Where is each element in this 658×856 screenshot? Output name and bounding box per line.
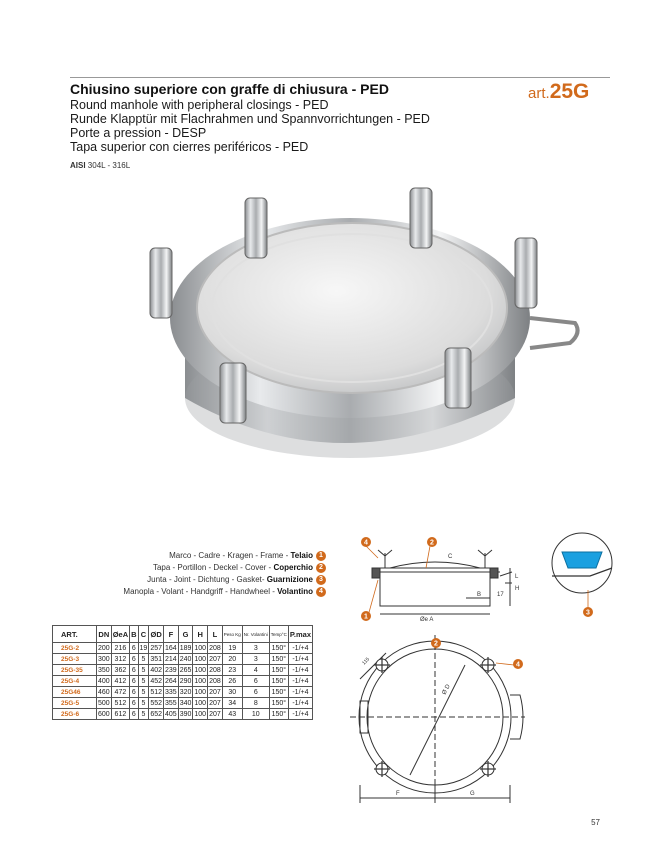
table-cell: 150° (269, 676, 288, 687)
dim-b-label: B (477, 592, 482, 598)
callout-4-top: 4 (516, 661, 520, 669)
table-cell: 164 (165, 644, 177, 652)
callout-4-side: 4 (364, 539, 368, 547)
callout-3-side: 3 (586, 609, 590, 617)
table-cell: 207 (209, 655, 221, 663)
legend-item-frame: Marco - Cadre - Kragen - Frame - Telaio 1 (169, 551, 326, 561)
subtitle-es: Tapa superior con cierres periféricos - PED (70, 140, 309, 154)
col-g: G (178, 626, 193, 643)
spec-table (52, 625, 313, 720)
table-cell: 25G-3 (53, 654, 97, 665)
table-cell: 100 (194, 666, 207, 674)
col-b: B (130, 626, 138, 643)
table-cell: 6 (130, 676, 138, 687)
table-cell: 472 (111, 687, 129, 698)
table-cell: 390 (179, 710, 192, 718)
col-l: L (208, 626, 223, 643)
table-cell: 402 (150, 666, 163, 674)
table-row (53, 687, 313, 698)
table-row (53, 676, 313, 687)
legend-item-cover: Tapa - Portillon - Deckel - Cover - Coperchio 2 (153, 563, 326, 573)
table-cell: 25G-35 (53, 665, 97, 676)
table-cell: 460 (98, 688, 110, 696)
table-cell: 5 (138, 654, 149, 665)
manhole-photo (130, 168, 590, 498)
table-cell: 5 (138, 709, 149, 720)
table-cell: 25G-5 (53, 698, 97, 709)
table-cell: 412 (111, 676, 129, 687)
table-cell: 355 (165, 699, 177, 707)
table-cell: 100 (194, 655, 207, 663)
col-h: H (193, 626, 208, 643)
table-cell: 290 (179, 677, 192, 685)
table-cell: 320 (179, 688, 192, 696)
table-cell: -1/+4 (288, 676, 312, 687)
table-cell: 20 (222, 654, 242, 665)
col-temp: Temp°C (269, 626, 288, 643)
table-cell: 3 (242, 643, 269, 654)
table-cell: -1/+4 (288, 709, 312, 720)
table-cell: 400 (98, 677, 110, 685)
table-cell: 5 (138, 665, 149, 676)
table-cell: 100 (194, 644, 207, 652)
callout-1-side: 1 (364, 613, 368, 621)
table-row (53, 654, 313, 665)
table-cell: 43 (222, 709, 242, 720)
table-cell: 150° (269, 709, 288, 720)
subtitle-en: Round manhole with peripheral closings - PED (70, 98, 329, 112)
table-cell: 600 (98, 710, 110, 718)
table-cell: 200 (98, 644, 110, 652)
table-cell: 405 (165, 710, 177, 718)
table-cell: 500 (98, 699, 110, 707)
dim-h-label: H (515, 586, 520, 592)
table-cell: 208 (209, 666, 221, 674)
table-cell: 6 (130, 654, 138, 665)
table-cell: 612 (111, 709, 129, 720)
table-cell: 240 (179, 655, 192, 663)
table-cell: 335 (165, 688, 177, 696)
table-cell: 23 (222, 665, 242, 676)
legend-item-gasket: Junta - Joint - Dichtung - Gasket- Guarnizione 3 (147, 575, 326, 585)
table-cell: 312 (111, 654, 129, 665)
col-f: F (164, 626, 179, 643)
table-cell: 150° (269, 698, 288, 709)
table-cell: 652 (150, 710, 163, 718)
table-cell: 6 (242, 676, 269, 687)
legend-item-handwheel: Manopla - Volant - Handgriff - Handwheel - Volantino 4 (123, 587, 326, 597)
table-cell: 216 (111, 643, 129, 654)
table-cell: 8 (242, 698, 269, 709)
table-cell: 257 (150, 644, 163, 652)
table-cell: 452 (150, 677, 163, 685)
col-ea: ØeA (111, 626, 129, 643)
table-cell: -1/+4 (288, 698, 312, 709)
table-row (53, 698, 313, 709)
col-handwheels: Nr. Volantini (242, 626, 269, 643)
table-cell: -1/+4 (288, 665, 312, 676)
table-cell: 19 (222, 643, 242, 654)
col-d: ØD (149, 626, 164, 643)
table-cell: 208 (209, 644, 221, 652)
table-cell: 10 (242, 709, 269, 720)
table-row (53, 665, 313, 676)
table-cell: 207 (209, 710, 221, 718)
table-cell: 25G-4 (53, 676, 97, 687)
table-cell: 300 (98, 655, 110, 663)
dim-17-label: 17 (497, 592, 504, 598)
table-row (53, 643, 313, 654)
dim-c-label: C (448, 554, 453, 560)
table-cell: 239 (165, 666, 177, 674)
page-number: 57 (591, 818, 600, 827)
table-cell: 214 (165, 655, 177, 663)
table-cell: 208 (209, 677, 221, 685)
top-rule (70, 77, 610, 78)
table-cell: 350 (98, 666, 110, 674)
table-cell: 6 (130, 709, 138, 720)
table-cell: 100 (194, 688, 207, 696)
table-cell: -1/+4 (288, 687, 312, 698)
table-cell: 150° (269, 687, 288, 698)
subtitle-de: Runde Klapptür mit Flachrahmen und Spannvorrichtungen - PED (70, 112, 430, 126)
table-cell: 25G46 (53, 687, 97, 698)
top-view-drawing (350, 635, 540, 810)
table-cell: 100 (194, 710, 207, 718)
table-cell: 6 (130, 687, 138, 698)
col-weight: Peso Kg (222, 626, 242, 643)
dim-115-label: 115 (361, 656, 372, 667)
dim-d-label: Ø D (441, 683, 452, 696)
table-cell: 25G-6 (53, 709, 97, 720)
col-art: ART. (53, 626, 97, 643)
table-cell: 6 (130, 698, 138, 709)
table-row (53, 709, 313, 720)
table-cell: 5 (138, 687, 149, 698)
table-cell: 150° (269, 643, 288, 654)
table-cell: 4 (242, 665, 269, 676)
dim-g-label: G (470, 791, 475, 797)
article-code: art.25G (528, 80, 590, 103)
table-cell: 362 (111, 665, 129, 676)
table-cell: 207 (209, 699, 221, 707)
table-cell: 189 (179, 644, 192, 652)
table-cell: 100 (194, 699, 207, 707)
table-cell: 5 (138, 698, 149, 709)
callout-2-top: 2 (434, 640, 438, 648)
table-cell: 6 (130, 665, 138, 676)
table-cell: 340 (179, 699, 192, 707)
table-cell: 6 (242, 687, 269, 698)
side-section-drawing (350, 528, 625, 623)
table-cell: 19 (139, 644, 148, 652)
table-cell: 265 (179, 666, 192, 674)
table-cell: 100 (194, 677, 207, 685)
table-cell: 512 (150, 688, 163, 696)
subtitle-fr: Porte a pression - DESP (70, 126, 207, 140)
table-cell: 5 (138, 676, 149, 687)
product-title: Chiusino superiore con graffe di chiusura - PED (70, 81, 389, 97)
aisi-line: AISI 304L - 316L (70, 161, 131, 170)
table-cell: -1/+4 (288, 654, 312, 665)
callout-2-side: 2 (430, 539, 434, 547)
table-cell: 207 (209, 688, 221, 696)
table-cell: 3 (242, 654, 269, 665)
col-c: C (138, 626, 149, 643)
table-header-row (53, 626, 313, 643)
table-cell: 351 (150, 655, 163, 663)
col-pmax: P.max (288, 626, 312, 643)
table-cell: 25G-2 (53, 643, 97, 654)
col-dn: DN (97, 626, 112, 643)
table-cell: 150° (269, 654, 288, 665)
dim-f-label: F (396, 791, 400, 797)
table-cell: 34 (222, 698, 242, 709)
table-cell: -1/+4 (288, 643, 312, 654)
dim-l-label: L (515, 574, 519, 580)
table-cell: 512 (111, 698, 129, 709)
table-cell: 6 (130, 643, 138, 654)
table-cell: 264 (165, 677, 177, 685)
table-cell: 552 (150, 699, 163, 707)
table-cell: 26 (222, 676, 242, 687)
dim-ea-label: Øe A (420, 617, 434, 623)
table-cell: 150° (269, 665, 288, 676)
table-cell: 30 (222, 687, 242, 698)
